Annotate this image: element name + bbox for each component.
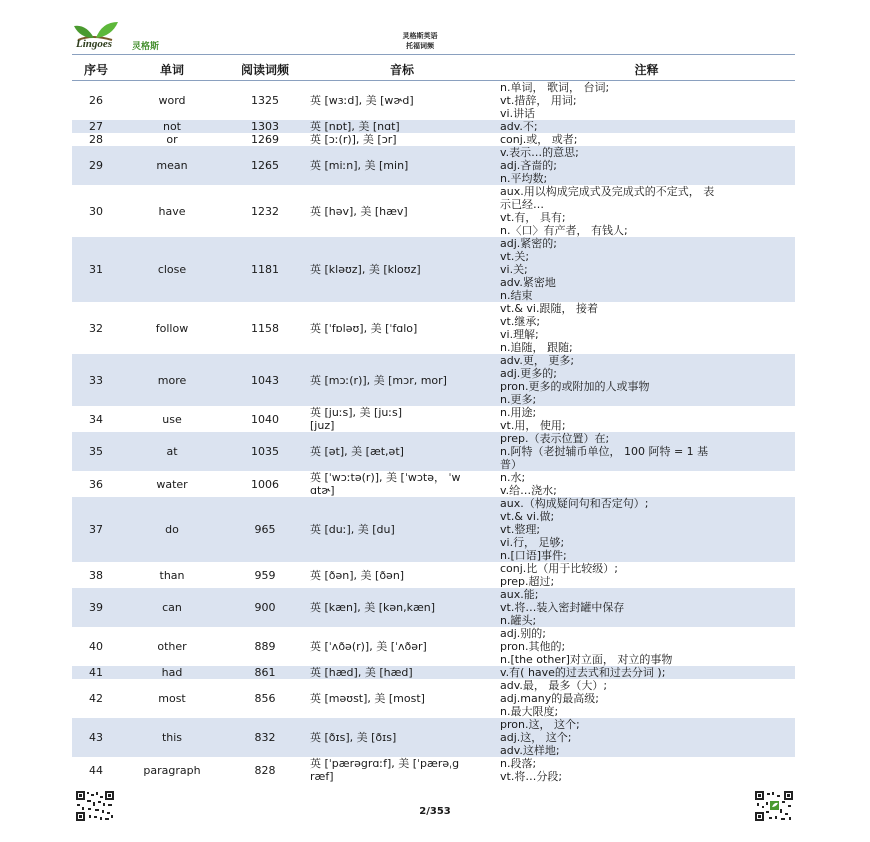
vocab-table <box>72 58 795 783</box>
row-word: word <box>158 94 186 107</box>
definition-line: n.追随， 跟随; <box>500 341 573 354</box>
row-number: 40 <box>89 640 103 653</box>
row-phonetic: 英 [miːn], 美 [min] <box>306 146 498 185</box>
row-number: 26 <box>89 94 103 107</box>
definition-line: vt.有， 具有; <box>500 211 566 224</box>
logo-text: Lingoes <box>76 38 113 50</box>
row-phonetic: 英 [hæd], 美 [hæd] <box>306 666 498 679</box>
row-phonetic: 英 [kləʊz], 美 [kloʊz] <box>306 237 498 302</box>
lingoes-logo <box>72 20 184 54</box>
row-word: use <box>162 412 182 426</box>
definition-line: n.平均数; <box>500 172 548 185</box>
row-word: other <box>157 640 187 653</box>
definition-line: pron.更多的或附加的人或事物 <box>500 380 650 393</box>
row-frequency: 1040 <box>251 412 279 426</box>
row-number: 35 <box>72 432 120 471</box>
definition-line: n.更多; <box>500 393 537 406</box>
definition-line: n.单词， 歌词， 台词; <box>500 81 610 94</box>
row-phonetic: 英 [ðən], 美 [ðən] <box>310 568 405 582</box>
table-body <box>72 81 795 784</box>
row-definition <box>498 497 795 562</box>
row-frequency: 1303 <box>224 120 306 133</box>
row-number: 30 <box>89 204 103 218</box>
row-phonetic: 英 [mɔː(r)], 美 [mɔr, mor] <box>306 354 498 406</box>
definition-line: vt.用， 使用; <box>500 419 566 432</box>
col-header-definition: 注释 <box>498 58 795 81</box>
definition-line: prep.（表示位置）在; <box>500 432 610 445</box>
col-header-phonetic: 音标 <box>306 58 498 81</box>
row-word: follow <box>155 321 189 335</box>
row-definition <box>498 120 795 133</box>
header-title-line1: 灵格斯英语 <box>402 32 438 40</box>
table-row <box>72 497 795 562</box>
row-frequency: 959 <box>254 568 276 582</box>
table-row <box>72 120 795 133</box>
row-word: water <box>156 477 188 491</box>
row-frequency: 900 <box>224 588 306 627</box>
row-phonetic: 英 [nɒt], 美 [nɑt] <box>306 120 498 133</box>
table-header-row <box>72 58 795 81</box>
definition-line: n.水; <box>500 471 526 484</box>
definition-line: prep.超过; <box>500 575 555 588</box>
table-row <box>72 432 795 471</box>
row-word: paragraph <box>143 763 201 777</box>
row-frequency: 1043 <box>224 354 306 406</box>
definition-line: adj.紧密的; <box>500 237 557 250</box>
row-word: than <box>159 568 185 582</box>
row-number: 32 <box>89 321 103 335</box>
row-definition <box>498 302 795 354</box>
definition-line: n.最大限度; <box>500 705 559 718</box>
definition-line: aux.（构成疑问句和否定句）; <box>500 497 649 510</box>
definition-line: n.用途; <box>500 406 537 419</box>
row-number: 42 <box>89 692 103 705</box>
row-word: close <box>120 237 224 302</box>
row-frequency: 861 <box>224 666 306 679</box>
row-number: 36 <box>89 477 103 491</box>
table-row <box>72 757 795 783</box>
definition-line: n.[the other]对立面， 对立的事物 <box>500 653 673 666</box>
row-definition <box>498 562 795 588</box>
table-row <box>72 81 795 121</box>
row-phonetic: 英 [ˈwɔːtə(r)], 美 [ˈwɔtə， ˈw ɑtɚ] <box>310 471 461 497</box>
definition-line: adj.吝啬的; <box>500 159 557 172</box>
definition-line: adv.不; <box>500 120 538 133</box>
definition-line: aux.用以构成完成式及完成式的不定式， 表 <box>500 185 715 198</box>
logo-cn: 灵格斯 <box>132 42 160 52</box>
page-number: 2/353 <box>419 806 451 817</box>
row-frequency: 1269 <box>251 133 279 146</box>
row-word: not <box>120 120 224 133</box>
row-definition <box>498 406 795 432</box>
table-row <box>72 666 795 679</box>
col-header-number: 序号 <box>72 58 120 81</box>
row-phonetic: 英 [juːs], 美 [juːs] [juz] <box>310 406 403 432</box>
row-definition <box>498 185 795 237</box>
row-word: more <box>120 354 224 406</box>
col-header-word: 单词 <box>120 58 224 81</box>
row-phonetic: 英 [wɜːd], 美 [wɚd] <box>310 94 414 107</box>
definition-line: adv.最， 最多（大）; <box>500 679 608 692</box>
row-number: 34 <box>89 412 103 426</box>
row-definition <box>498 666 795 679</box>
table-row <box>72 354 795 406</box>
row-number: 27 <box>72 120 120 133</box>
row-word: do <box>120 497 224 562</box>
row-number: 38 <box>89 568 103 582</box>
row-number: 39 <box>72 588 120 627</box>
row-definition <box>498 432 795 471</box>
definition-line: adj.别的; <box>500 627 546 640</box>
row-frequency: 1325 <box>251 94 279 107</box>
definition-line: n.[口语]事件; <box>500 549 567 562</box>
header-divider <box>72 54 795 55</box>
row-word: had <box>120 666 224 679</box>
table-row <box>72 185 795 237</box>
page-header-title <box>380 31 460 51</box>
row-word: mean <box>120 146 224 185</box>
row-word: most <box>158 692 186 705</box>
row-definition <box>498 718 795 757</box>
definition-line: v.给…浇水; <box>500 484 557 497</box>
definition-line: adj.这， 这个; <box>500 731 572 744</box>
table-row <box>72 406 795 432</box>
row-word: at <box>120 432 224 471</box>
table-row <box>72 133 795 146</box>
row-definition <box>498 471 795 497</box>
row-number: 43 <box>72 718 120 757</box>
row-definition <box>498 588 795 627</box>
definition-line: vi.讲话 <box>500 107 536 120</box>
row-frequency: 965 <box>224 497 306 562</box>
row-frequency: 1006 <box>251 477 279 491</box>
definition-line: adv.更， 更多; <box>500 354 575 367</box>
table-row <box>72 588 795 627</box>
definition-line: vt.& vi.做; <box>500 510 555 523</box>
table-row <box>72 302 795 354</box>
row-definition <box>498 237 795 302</box>
row-frequency: 1158 <box>251 321 279 335</box>
table-row <box>72 471 795 497</box>
row-number: 33 <box>72 354 120 406</box>
definition-line: vi.行， 足够; <box>500 536 565 549</box>
row-number: 37 <box>72 497 120 562</box>
row-definition <box>498 354 795 406</box>
row-frequency: 828 <box>254 763 276 777</box>
col-header-frequency: 阅读词频 <box>224 58 306 81</box>
row-frequency: 832 <box>224 718 306 757</box>
row-definition <box>498 133 795 146</box>
definition-line: vi.关; <box>500 263 528 276</box>
row-definition <box>498 627 795 666</box>
row-definition <box>498 757 795 783</box>
row-number: 28 <box>89 133 103 146</box>
row-number: 29 <box>72 146 120 185</box>
table-row <box>72 718 795 757</box>
definition-line: vt.将…装入密封罐中保存 <box>500 601 625 614</box>
row-phonetic: 英 [ˈfɒləʊ], 美 [ˈfɑlo] <box>310 321 418 335</box>
row-phonetic: 英 [ðɪs], 美 [ðɪs] <box>306 718 498 757</box>
definition-line: n.〈口〉有产者， 有钱人; <box>500 224 628 237</box>
definition-line: n.罐头; <box>500 614 537 627</box>
definition-line: adj.更多的; <box>500 367 557 380</box>
row-phonetic: 英 [ɔː(r)], 美 [ɔr] <box>310 133 397 146</box>
definition-line: 示已经… <box>500 198 544 211</box>
definition-line: vt.将…分段; <box>500 770 563 783</box>
definition-line: conj.或， 或者; <box>500 133 578 146</box>
definition-line: n.段落; <box>500 757 537 770</box>
definition-line: n.阿特（老挝辅币单位， 100 阿特 = 1 基 <box>500 445 709 458</box>
row-frequency: 889 <box>254 640 276 653</box>
definition-line: vt.继承; <box>500 315 541 328</box>
definition-line: adj.many的最高级; <box>500 692 599 705</box>
definition-line: adv.这样地; <box>500 744 560 757</box>
row-definition <box>498 146 795 185</box>
definition-line: n.结束 <box>500 289 533 302</box>
definition-line: 普） <box>500 458 522 471</box>
row-frequency: 1181 <box>224 237 306 302</box>
row-phonetic: 英 [ˈpærəgrɑːf], 美 [ˈpærəˌg ræf] <box>310 757 460 783</box>
row-phonetic: 英 [ət], 美 [æt,ət] <box>306 432 498 471</box>
definition-line: pron.这， 这个; <box>500 718 580 731</box>
row-number: 44 <box>89 763 103 777</box>
row-phonetic: 英 [kæn], 美 [kən,kæn] <box>306 588 498 627</box>
table-row <box>72 679 795 718</box>
header-title-line2: 托福词频 <box>406 42 434 50</box>
row-phonetic: 英 [duː], 美 [du] <box>306 497 498 562</box>
row-word: this <box>120 718 224 757</box>
definition-line: vi.理解; <box>500 328 539 341</box>
row-word: can <box>120 588 224 627</box>
row-frequency: 856 <box>254 692 276 705</box>
definition-line: vt.措辞， 用词; <box>500 94 577 107</box>
definition-line: pron.其他的; <box>500 640 566 653</box>
definition-line: conj.比（用于比较级）; <box>500 562 619 575</box>
table-row <box>72 627 795 666</box>
row-phonetic: 英 [məʊst], 美 [most] <box>310 692 425 705</box>
row-frequency: 1232 <box>251 204 279 218</box>
row-number: 31 <box>72 237 120 302</box>
definition-line: aux.能; <box>500 588 539 601</box>
definition-line: vt.关; <box>500 250 530 263</box>
row-word: or <box>166 133 178 146</box>
definition-line: adv.紧密地 <box>500 276 556 289</box>
row-definition <box>498 679 795 718</box>
definition-line: v.有( have的过去式和过去分词 ); <box>500 666 666 679</box>
table-row <box>72 562 795 588</box>
table-row <box>72 146 795 185</box>
row-frequency: 1035 <box>224 432 306 471</box>
row-word: have <box>158 204 186 218</box>
row-definition <box>498 81 795 121</box>
row-phonetic: 英 [həv], 美 [hæv] <box>310 204 408 218</box>
row-number: 41 <box>72 666 120 679</box>
table-row <box>72 237 795 302</box>
definition-line: vt.整理; <box>500 523 541 536</box>
row-frequency: 1265 <box>224 146 306 185</box>
row-phonetic: 英 [ˈʌðə(r)], 美 [ˈʌðər] <box>310 640 427 653</box>
definition-line: vt.& vi.跟随， 接着 <box>500 302 598 315</box>
definition-line: v.表示…的意思; <box>500 146 579 159</box>
